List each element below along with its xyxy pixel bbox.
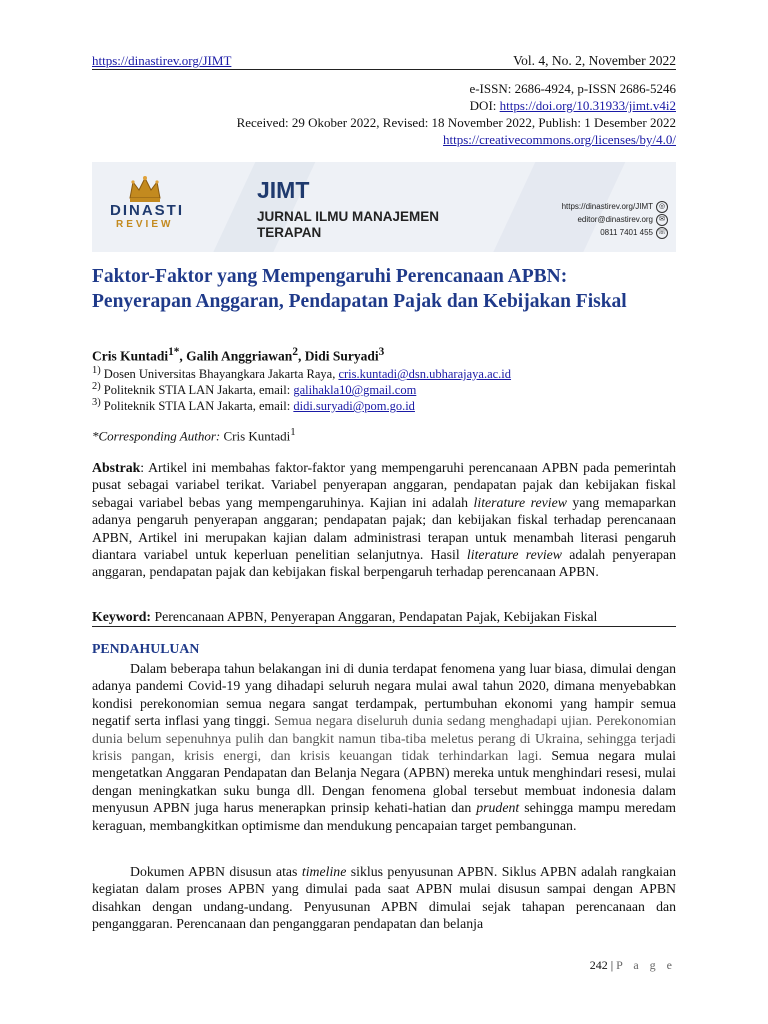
publisher-logo bbox=[92, 162, 242, 252]
globe-icon: ◎ bbox=[656, 201, 668, 213]
journal-url-link[interactable]: https://dinastirev.org/JIMT bbox=[92, 53, 232, 68]
journal-banner bbox=[92, 162, 676, 252]
doi-line bbox=[76, 97, 676, 114]
title-line2: Penyerapan Anggaran, Pendapatan Pajak dan Kebijakan Fiskal bbox=[92, 291, 627, 312]
publisher-name: DINASTI bbox=[110, 202, 184, 219]
article-title bbox=[92, 264, 692, 314]
contact-phone: 0811 7401 455 ☏ bbox=[600, 228, 667, 237]
license-link[interactable]: https://creativecommons.org/licenses/by/4.0/ bbox=[443, 132, 676, 147]
header-rule bbox=[92, 69, 676, 70]
page-word: P a g e bbox=[616, 958, 676, 972]
corresponding-author: *Corresponding Author: Cris Kuntadi$^1$ bbox=[92, 426, 296, 444]
paragraph-2: Dokumen APBN disusun atas timeline siklus penyusunan APBN. Siklus APBN adalah rangkaian kegiatan dalam proses APBN yang dimulai pada saat APBN mulai disusun sampai dengan APBN disahkan dengan undang-undang. Penyusunan APBN dimulai sejak tahapan perencanaan dan penganggaran. Perencanaan dan penganggaran pendapatan dan belanja bbox=[92, 864, 677, 932]
phone-icon: ☏ bbox=[656, 227, 668, 239]
page-number: 242 bbox=[589, 958, 608, 972]
doi-label: DOI: bbox=[469, 98, 500, 113]
journal-name-line2: TERAPAN bbox=[257, 225, 322, 240]
journal-name-line1: JURNAL ILMU MANAJEMEN bbox=[257, 209, 440, 224]
affiliation-1: $^{1)}$ Dosen Universitas Bhayangkara Jakarta Raya, cris.kuntadi@dsn.ubharajaya.ac.id bbox=[92, 365, 512, 382]
publisher-subname: REVIEW bbox=[116, 219, 174, 230]
authors: Cris Kuntadi$^{1*}$, Galih Anggriawan$^2$, Didi Suryadi$^3$ bbox=[92, 346, 385, 364]
email-link-3[interactable]: didi.suryadi@pom.go.id bbox=[293, 399, 415, 414]
dates-line: Received: 29 Okober 2022, Revised: 18 November 2022, Publish: 1 Desember 2022 bbox=[236, 115, 676, 130]
mail-icon: ✉ bbox=[656, 214, 668, 226]
affiliation-3: $^{3)}$ Politeknik STIA LAN Jakarta, email: didi.suryadi@pom.go.id bbox=[92, 397, 415, 414]
paragraph-1: Dalam beberapa tahun belakangan ini di dunia terdapat fenomena yang luar biasa, dimulai dengan adanya pandemi Covid-19 yang dihadapi seluruh negara mulai awal tahun 2020, dimana menyebabkan kondisi perekonomian semua negara sangat terdampak, pertumbuhan ekonomi yang hampir semua negatif serta inflasi yang tinggi. Semua negara diseluruh dunia sedang menghadapi ujian. Perekonomian dunia belum sepenuhnya pulih dan bangkit namun tiba-tiba meletus perang di Ukraina, sehingga terjadi krisis pangan, krisis energi, dan krisis keuangan tidak terhindarkan lagi. Semua negara mulai mengetatkan Anggaran Pendapatan dan Belanja Negara (APBN) mereka untuk menghindari resesi, mulai dengan meningkatkan suku bunga dll. Dengan fenomena global tersebut membuat indonesia dalam menyusun APBN juga harus menerapkan prinsip kehati-hatian dan prudent sehingga mampu meredam keraguan, membangkitkan optimisme dan mendukung pencapaian target pembangunan. bbox=[92, 661, 676, 833]
doi-link[interactable]: https://doi.org/10.31933/jimt.v4i2 bbox=[499, 98, 676, 113]
contact-block bbox=[562, 200, 668, 239]
keywords: Keyword: Perencanaan APBN, Penyerapan Anggaran, Pendapatan Pajak, Kebijakan Fiskal bbox=[92, 609, 676, 627]
volume-info: Vol. 4, No. 2, November 2022 bbox=[513, 53, 676, 68]
contact-email: editor@dinastirev.org ✉ bbox=[562, 213, 668, 226]
title-line1: Faktor-Faktor yang Mempengaruhi Perencanaan APBN: bbox=[92, 266, 568, 287]
keyword-label: Keyword: bbox=[92, 609, 152, 624]
issn-line: e-ISSN: 2686-4924, p-ISSN 2686-5246 bbox=[469, 81, 676, 96]
journal-abbr: JIMT bbox=[257, 177, 310, 203]
abstract: Abstrak: Artikel ini membahas faktor-faktor yang mempengaruhi perencanaan APBN pada pemerintah pusat sebagai variabel terikat. Variabel penyerapan anggaran, pendapatan pajak dan kebijakan fiskal sebagai variabel bebas yang mempengaruhinya. Kajian ini adalah literature review yang memaparkan adanya pengaruh penyerapan anggaran; pendapatan pajak; dan kebijakan fiskal terhadap perencanaan APBN, Artikel ini merupakan kajian dalam administrasi terapan untuk menambah literasi pengaruh diantara variabel untuk keperluan penelitian selanjutnya. Hasil literature review adalah penyerapan anggaran, pendapatan pajak dan kebijakan fiskal berpengaruh terhadap perencanaan APBN. bbox=[92, 460, 676, 580]
crown-icon bbox=[127, 174, 163, 204]
affiliation-2: $^{2)}$ Politeknik STIA LAN Jakarta, email: galihakla10@gmail.com bbox=[92, 381, 417, 398]
section-title: PENDAHULUAN bbox=[92, 641, 200, 656]
email-link-1[interactable]: cris.kuntadi@dsn.ubharajaya.ac.id bbox=[338, 367, 512, 382]
contact-web: https://dinastirev.org/JIMT ◎ bbox=[562, 200, 668, 213]
abstract-label: Abstrak bbox=[92, 460, 141, 475]
page-footer: 242 | P a g e bbox=[589, 958, 676, 972]
email-link-2[interactable]: galihakla10@gmail.com bbox=[293, 383, 417, 398]
